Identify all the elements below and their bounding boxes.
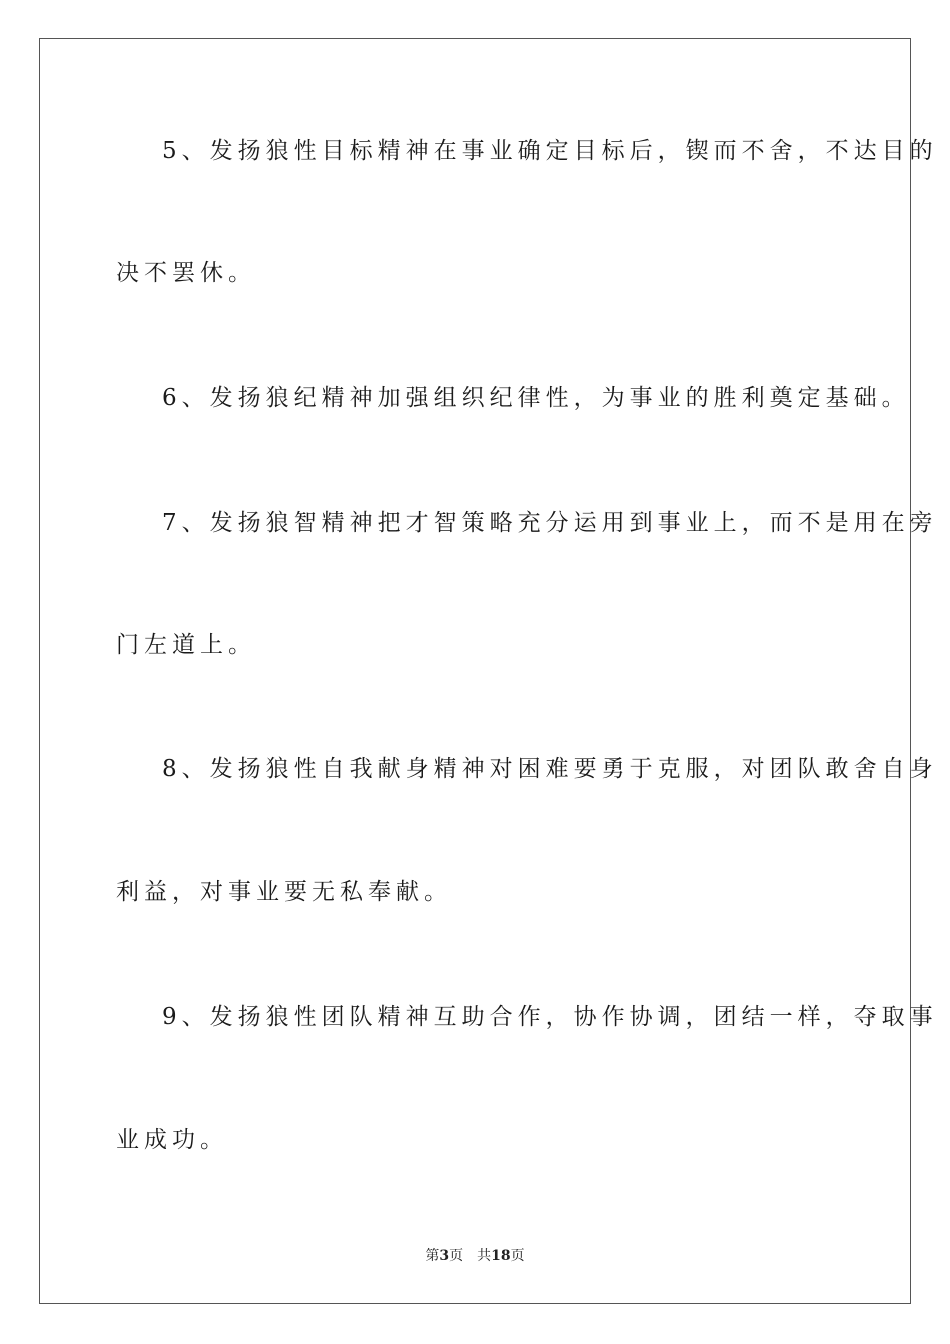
paragraph-7-line-1: 7、发扬狼智精神把才智策略充分运用到事业上，而不是用在旁	[162, 510, 938, 536]
paragraph-9-line-2: 业成功。	[116, 1127, 228, 1153]
footer-total-pages: 18	[491, 1248, 511, 1264]
paragraph-7-line-2: 门左道上。	[116, 632, 256, 658]
paragraph-8-line-1: 8、发扬狼性自我献身精神对困难要勇于克服，对团队敢舍自身	[162, 756, 938, 782]
footer-page-number: 3	[439, 1248, 450, 1264]
paragraph-9-line-1: 9、发扬狼性团队精神互助合作，协作协调，团结一样，夺取事	[162, 1004, 938, 1030]
footer-total-prefix: 共	[477, 1248, 492, 1264]
paragraph-5-line-2: 决不罢休。	[116, 260, 256, 286]
page-border	[39, 38, 938, 1304]
footer-page-prefix: 第	[425, 1248, 440, 1264]
page-footer	[0, 1246, 950, 1266]
footer-total-suffix: 页	[510, 1248, 525, 1264]
paragraph-8-line-2: 利益，对事业要无私奉献。	[116, 879, 452, 905]
footer-page-suffix: 页	[449, 1248, 464, 1264]
paragraph-5-line-1: 5、发扬狼性目标精神在事业确定目标后，锲而不舍，不达目的	[162, 138, 938, 164]
paragraph-6-line-1: 6、发扬狼纪精神加强组织纪律性，为事业的胜利奠定基础。	[162, 385, 910, 411]
